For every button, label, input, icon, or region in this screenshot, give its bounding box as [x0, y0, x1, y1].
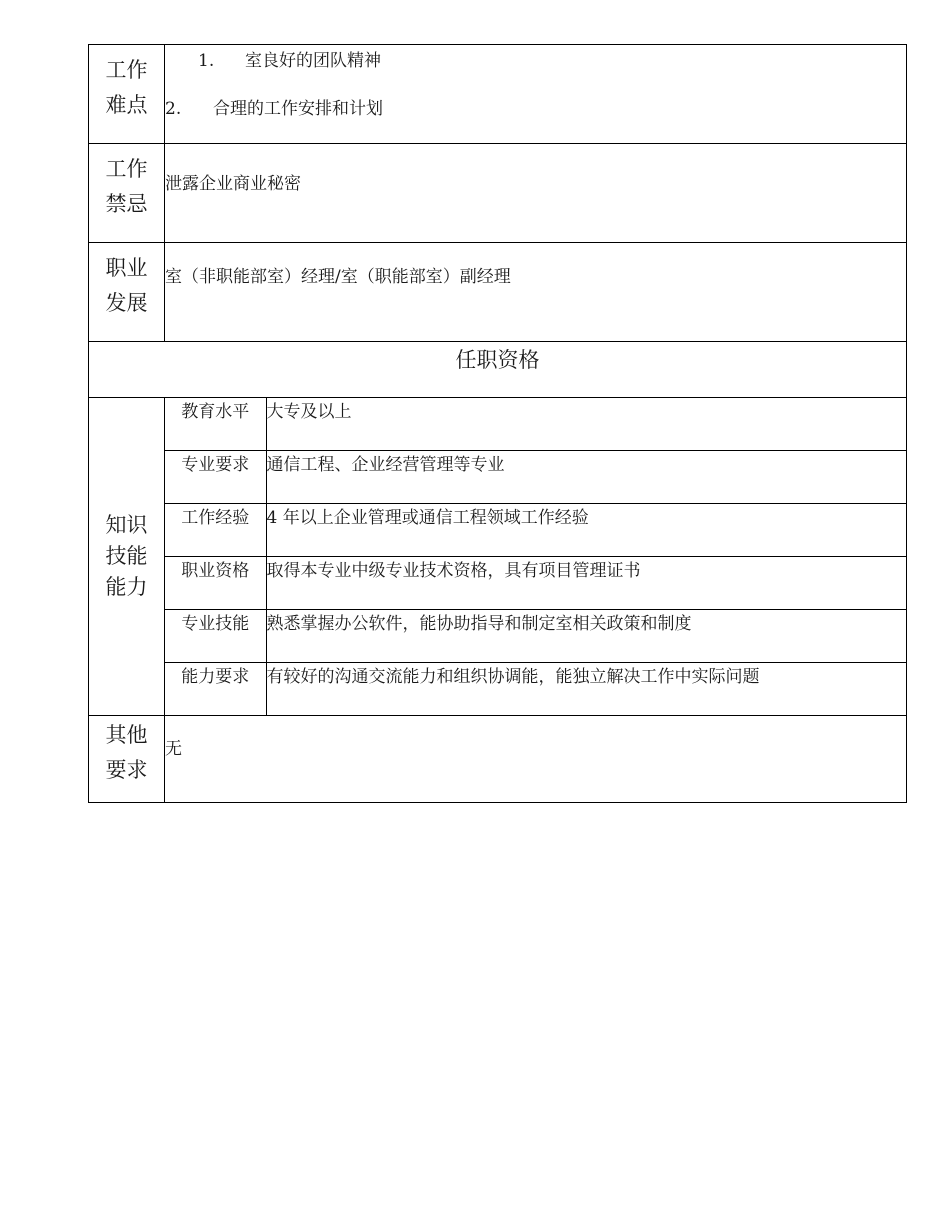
row-other-requirements [89, 716, 907, 803]
section-title: 任职资格 [89, 342, 907, 398]
table-row [165, 451, 906, 504]
row-work-taboo [89, 144, 907, 243]
taboo-text: 泄露企业商业秘密 [165, 174, 301, 194]
label-line: 其他 [105, 723, 148, 747]
content-work-taboo [165, 144, 907, 243]
label-line: 工作 [105, 58, 148, 82]
list-item [165, 96, 906, 122]
content-other-requirements [165, 716, 907, 803]
label-line: 技能 [105, 544, 148, 568]
label-line: 禁忌 [105, 192, 148, 216]
table-row [165, 398, 906, 451]
label-line: 能力 [105, 575, 148, 599]
sub-value-certification: 取得本专业中级专业技术资格，具有项目管理证书 [266, 557, 906, 610]
table-row [165, 610, 906, 663]
sub-value-skills: 熟悉掌握办公软件，能协助指导和制定室相关政策和制度 [266, 610, 906, 663]
label-knowledge-skills [89, 398, 165, 716]
label-line: 工作 [105, 157, 148, 181]
label-line: 难点 [105, 93, 148, 117]
sub-value-ability: 有较好的沟通交流能力和组织协调能，能独立解决工作中实际问题 [266, 663, 906, 716]
list-number: 1. [198, 51, 215, 71]
sub-value-education: 大专及以上 [266, 398, 906, 451]
label-career-development [89, 243, 165, 342]
sub-value-experience: 4 年以上企业管理或通信工程领域工作经验 [266, 504, 906, 557]
label-line: 职业 [105, 256, 148, 280]
career-text: 室（非职能部室）经理/室（职能部室）副经理 [165, 267, 511, 287]
content-career-development [165, 243, 907, 342]
row-knowledge-skills [89, 398, 907, 716]
list-number: 2. [165, 99, 182, 119]
sub-label-major: 专业要求 [165, 451, 266, 504]
row-career-development [89, 243, 907, 342]
other-text: 无 [165, 739, 182, 759]
label-line: 发展 [105, 291, 148, 315]
content-work-difficulty [165, 45, 907, 144]
sub-value-major: 通信工程、企业经营管理等专业 [266, 451, 906, 504]
sub-label-experience: 工作经验 [165, 504, 266, 557]
label-work-taboo [89, 144, 165, 243]
sub-label-certification: 职业资格 [165, 557, 266, 610]
list-text: 合理的工作安排和计划 [213, 99, 383, 119]
table-row [165, 663, 906, 716]
row-work-difficulty [89, 45, 907, 144]
list-text: 室良好的团队精神 [245, 51, 381, 71]
label-line: 要求 [105, 758, 148, 782]
label-line: 知识 [105, 513, 148, 537]
job-description-table [88, 44, 907, 803]
list-item [165, 45, 906, 74]
label-other-requirements [89, 716, 165, 803]
table-row [165, 557, 906, 610]
sub-label-education: 教育水平 [165, 398, 266, 451]
row-qualifications-header [89, 342, 907, 398]
table-row [165, 504, 906, 557]
sub-label-skills: 专业技能 [165, 610, 266, 663]
knowledge-subtable-cell [165, 398, 907, 716]
knowledge-subtable [165, 398, 906, 715]
label-work-difficulty [89, 45, 165, 144]
sub-label-ability: 能力要求 [165, 663, 266, 716]
